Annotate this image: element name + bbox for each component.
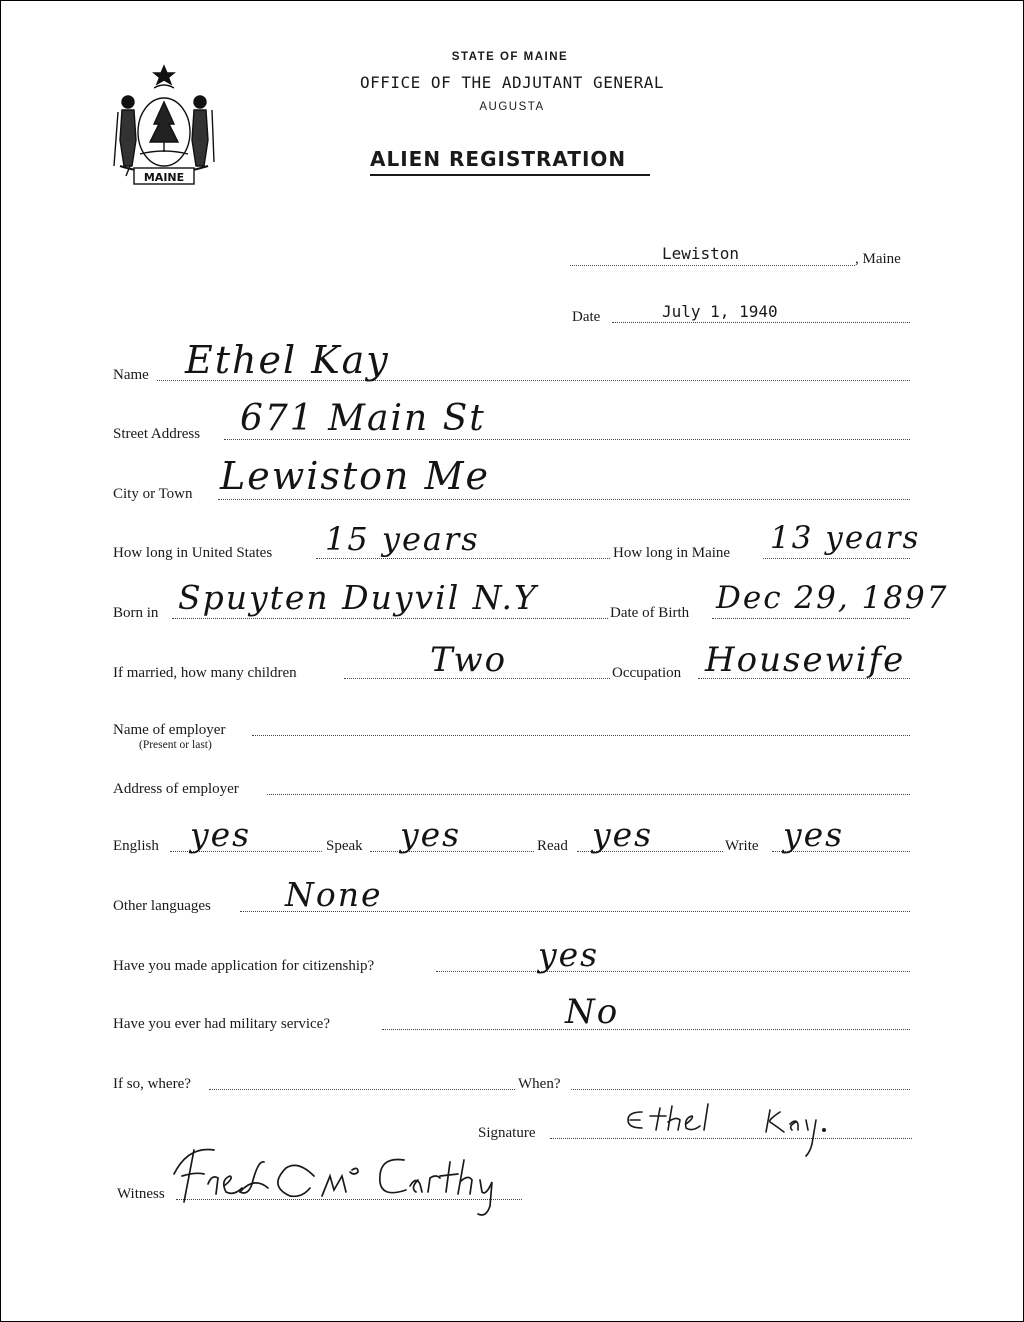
speak-label: Speak (326, 838, 363, 854)
street-address-line (224, 439, 910, 440)
read-label: Read (537, 838, 568, 854)
military-service-line (382, 1029, 910, 1030)
date-of-birth-label: Date of Birth (610, 605, 690, 621)
date-label: Date (572, 309, 601, 325)
employer-address-line (267, 794, 910, 795)
born-in-label: Born in (113, 605, 159, 621)
seal-banner-text: MAINE (143, 171, 185, 184)
date-of-birth-value: Dec 29, 1897 (716, 580, 949, 616)
how-long-maine-value: 13 years (770, 520, 921, 556)
how-long-us-value: 15 years (325, 520, 480, 558)
when-line (571, 1089, 910, 1090)
city-label: City or Town (113, 486, 193, 502)
city-value: Lewiston Me (220, 454, 491, 498)
military-service-value: No (565, 992, 620, 1032)
speak-value: yes (400, 815, 462, 854)
english-label: English (113, 838, 159, 854)
date-line (612, 322, 910, 323)
citizenship-line (436, 971, 910, 972)
write-label: Write (725, 838, 759, 854)
date-of-birth-line (712, 618, 910, 619)
other-languages-label: Other languages (113, 898, 211, 914)
english-value: yes (190, 815, 252, 854)
header-state: STATE OF MAINE (451, 51, 569, 63)
how-long-us-line (316, 558, 610, 559)
other-languages-value: None (285, 875, 383, 914)
location-line (570, 265, 855, 266)
street-address-label: Street Address (113, 426, 201, 442)
citizenship-label: Have you made application for citizenship? (113, 958, 375, 974)
location-value: Lewiston (662, 244, 740, 263)
children-value: Two (430, 640, 508, 680)
witness-label: Witness (117, 1186, 165, 1202)
employer-line (252, 735, 910, 736)
citizenship-value: yes (538, 935, 600, 974)
occupation-label: Occupation (612, 665, 682, 681)
read-value: yes (592, 815, 654, 854)
name-value: Ethel Kay (185, 338, 390, 382)
title-underline (370, 174, 650, 176)
occupation-value: Housewife (705, 640, 906, 680)
header-office: OFFICE OF THE ADJUTANT GENERAL (360, 73, 664, 92)
when-label: When? (518, 1076, 561, 1092)
if-so-where-line (209, 1089, 515, 1090)
how-long-maine-line (763, 558, 910, 559)
employer-address-label: Address of employer (113, 781, 239, 797)
city-line (218, 499, 910, 500)
location-suffix: , Maine (855, 251, 901, 267)
witness-signature (168, 1140, 558, 1220)
how-long-maine-label: How long in Maine (613, 545, 731, 561)
signature-label: Signature (478, 1125, 536, 1141)
signature-value (620, 1100, 860, 1162)
how-long-us-label: How long in United States (113, 545, 273, 561)
name-label: Name (113, 367, 149, 383)
military-service-label: Have you ever had military service? (113, 1016, 330, 1032)
employer-label: Name of employer (113, 722, 226, 738)
born-in-value: Spuyten Duyvil N.Y (178, 578, 538, 617)
date-value: July 1, 1940 (662, 302, 778, 321)
write-value: yes (783, 815, 845, 854)
employer-sub-label: (Present or last) (139, 739, 212, 751)
header-city: AUGUSTA (479, 101, 545, 113)
children-label: If married, how many children (113, 665, 297, 681)
born-in-line (172, 618, 608, 619)
form-title: ALIEN REGISTRATION (370, 147, 627, 171)
street-address-value: 671 Main St (240, 398, 486, 439)
if-so-where-label: If so, where? (113, 1076, 191, 1092)
